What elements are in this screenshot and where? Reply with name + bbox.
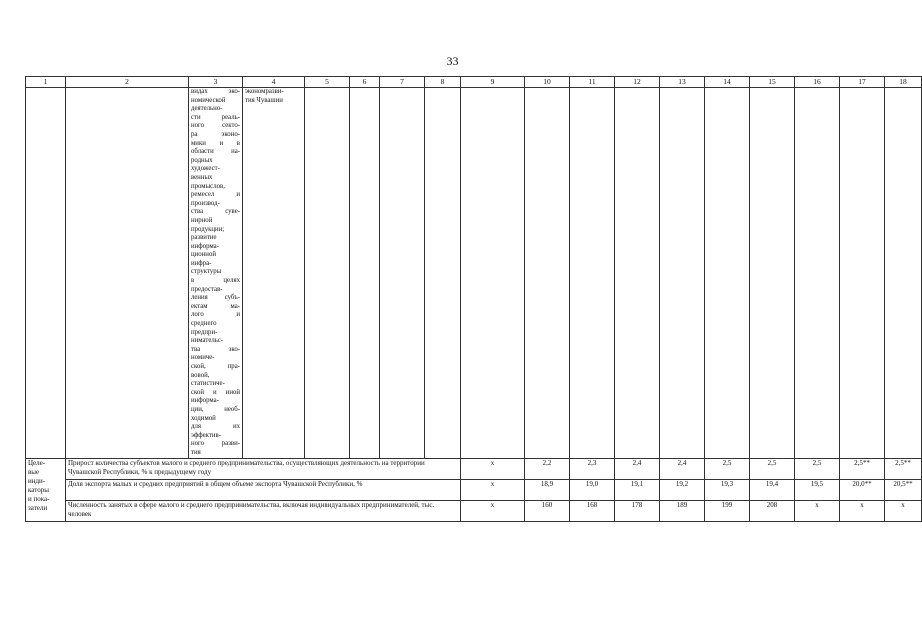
description-line: информа- — [191, 397, 219, 405]
header-cell: 17 — [840, 77, 885, 88]
empty-cell — [705, 88, 750, 459]
description-line: ремесел и — [191, 191, 240, 199]
description-line: ного секто- — [191, 122, 240, 130]
description-line: в целях — [191, 277, 240, 285]
description-line: ного разви- — [191, 440, 240, 448]
header-cell: 11 — [570, 77, 615, 88]
indicator-text: Прирост количества субъектов малого и среднего предпринимательства, осуществляющих деятельность на территории Чувашской Республики, % к предыдущему году — [66, 458, 461, 479]
indicator-value: 199 — [705, 500, 750, 521]
indicator-value: х — [795, 500, 840, 521]
indicator-value: 189 — [660, 500, 705, 521]
description-line: производ- — [191, 199, 220, 207]
empty-cell — [795, 88, 840, 459]
indicator-row — [26, 500, 922, 521]
row-label-line: каторы — [28, 485, 49, 494]
empty-cell — [750, 88, 795, 459]
page-number: 33 — [446, 54, 459, 68]
program-table — [25, 76, 922, 522]
description-line: ления субъ- — [191, 294, 240, 302]
description-line: видах эко- — [191, 88, 240, 95]
description-line: структуры — [191, 268, 222, 276]
row-label-line: Целе- — [28, 458, 46, 467]
description-line: продукции; — [191, 225, 225, 233]
description-line: нирной — [191, 216, 213, 224]
empty-cell — [461, 88, 525, 459]
description-line: венных — [191, 173, 213, 181]
responsible-executor-cell — [243, 88, 305, 459]
description-line: нимательс- — [191, 337, 224, 345]
indicator-value: 19,1 — [615, 479, 660, 500]
empty-cell — [615, 88, 660, 459]
header-cell: 12 — [615, 77, 660, 88]
indicator-value: 2,5 — [795, 458, 840, 479]
empty-cell — [350, 88, 380, 459]
description-line: области на- — [191, 148, 240, 156]
empty-cell — [660, 88, 705, 459]
header-cell: 10 — [525, 77, 570, 88]
description-line: родных — [191, 156, 213, 164]
empty-cell — [570, 88, 615, 459]
description-line: для их — [191, 423, 240, 431]
indicator-value: 19,5 — [795, 479, 840, 500]
executor-line: экономразви- — [245, 88, 284, 95]
executor-line: тия Чувашии — [245, 96, 283, 104]
indicator-value: 19,3 — [705, 479, 750, 500]
indicator-value: 2,5 — [705, 458, 750, 479]
indicator-value: 2,2 — [525, 458, 570, 479]
header-cell: 9 — [461, 77, 525, 88]
header-cell: 8 — [425, 77, 461, 88]
empty-cell — [26, 88, 66, 459]
header-row — [26, 77, 922, 88]
description-line: среднего — [191, 320, 217, 328]
indicator-row — [26, 479, 922, 500]
indicator-text: Численность занятых в сфере малого и среднего предпринимательства, включая индивидуальных предпринимателей, тыс. человек — [66, 500, 461, 521]
indicator-value: 2,5 — [750, 458, 795, 479]
indicator-value: 208 — [750, 500, 795, 521]
header-cell: 14 — [705, 77, 750, 88]
indicator-value: х — [461, 500, 525, 521]
indicator-value: х — [840, 500, 885, 521]
description-line: художест- — [191, 165, 220, 173]
indicator-value: 19,2 — [660, 479, 705, 500]
description-line: вовой, — [191, 371, 210, 379]
description-line: информа- — [191, 242, 219, 250]
header-cell: 18 — [885, 77, 922, 88]
indicator-value: 18,9 — [525, 479, 570, 500]
header-cell: 6 — [350, 77, 380, 88]
measure-description-cell — [189, 88, 243, 459]
indicator-value: 2,5** — [840, 458, 885, 479]
indicators-row-label — [26, 458, 66, 521]
header-cell: 7 — [380, 77, 425, 88]
empty-cell — [840, 88, 885, 459]
description-line: сти реаль- — [191, 113, 240, 121]
description-line: деятельно- — [191, 105, 223, 113]
indicator-value: х — [461, 479, 525, 500]
indicator-row — [26, 458, 922, 479]
indicator-value: 19,0 — [570, 479, 615, 500]
indicator-value: 2,4 — [660, 458, 705, 479]
empty-cell — [885, 88, 922, 459]
description-line: ции, необ- — [191, 405, 240, 413]
description-line: тия — [191, 448, 201, 456]
indicator-value: 168 — [570, 500, 615, 521]
header-cell: 16 — [795, 77, 840, 88]
description-line: эффектив- — [191, 431, 221, 439]
indicator-text: Доля экспорта малых и средних предприятий в общем объеме экспорта Чувашской Республики, % — [66, 479, 461, 500]
header-cell: 4 — [243, 77, 305, 88]
indicator-value: х — [885, 500, 922, 521]
indicator-value: 178 — [615, 500, 660, 521]
empty-cell — [66, 88, 189, 459]
empty-cell — [380, 88, 425, 459]
row-label-line: затели — [28, 503, 48, 512]
header-cell: 2 — [66, 77, 189, 88]
indicator-value: 2,4 — [615, 458, 660, 479]
row-label-line: инди- — [28, 476, 46, 485]
indicator-value: 2,3 — [570, 458, 615, 479]
indicator-value: 19,4 — [750, 479, 795, 500]
row-label-line: вые — [28, 467, 40, 476]
header-cell: 3 — [189, 77, 243, 88]
indicator-value: 160 — [525, 500, 570, 521]
description-line: ской и иной — [191, 388, 240, 396]
continuation-row — [26, 88, 922, 459]
empty-cell — [305, 88, 350, 459]
indicator-value: 2,5** — [885, 458, 922, 479]
description-line: ционной — [191, 251, 216, 259]
description-line: инфра- — [191, 259, 212, 267]
description-line: ской, пра- — [191, 363, 240, 370]
description-line: ектам ма- — [191, 302, 240, 310]
description-line: ходимой — [191, 414, 216, 422]
description-line: лого и — [191, 311, 240, 319]
description-line: предостав- — [191, 285, 223, 293]
empty-cell — [525, 88, 570, 459]
description-line: развитие — [191, 234, 217, 242]
indicator-value: 20,0** — [840, 479, 885, 500]
description-line: предпри- — [191, 328, 218, 336]
header-cell: 1 — [26, 77, 66, 88]
description-line: мики и в — [191, 139, 240, 147]
description-line: тва эко- — [191, 345, 240, 353]
description-line: промыслов, — [191, 182, 225, 190]
description-line: ства суве- — [191, 208, 240, 216]
row-label-line: и пока- — [28, 494, 50, 503]
indicator-value: 20,5** — [885, 479, 922, 500]
description-line: статистиче- — [191, 380, 225, 388]
header-cell: 5 — [305, 77, 350, 88]
description-line: номиче- — [191, 354, 215, 362]
description-line: номической — [191, 96, 226, 104]
header-cell: 15 — [750, 77, 795, 88]
header-cell: 13 — [660, 77, 705, 88]
empty-cell — [425, 88, 461, 459]
indicator-value: х — [461, 458, 525, 479]
description-line: ра эконо- — [191, 130, 240, 138]
